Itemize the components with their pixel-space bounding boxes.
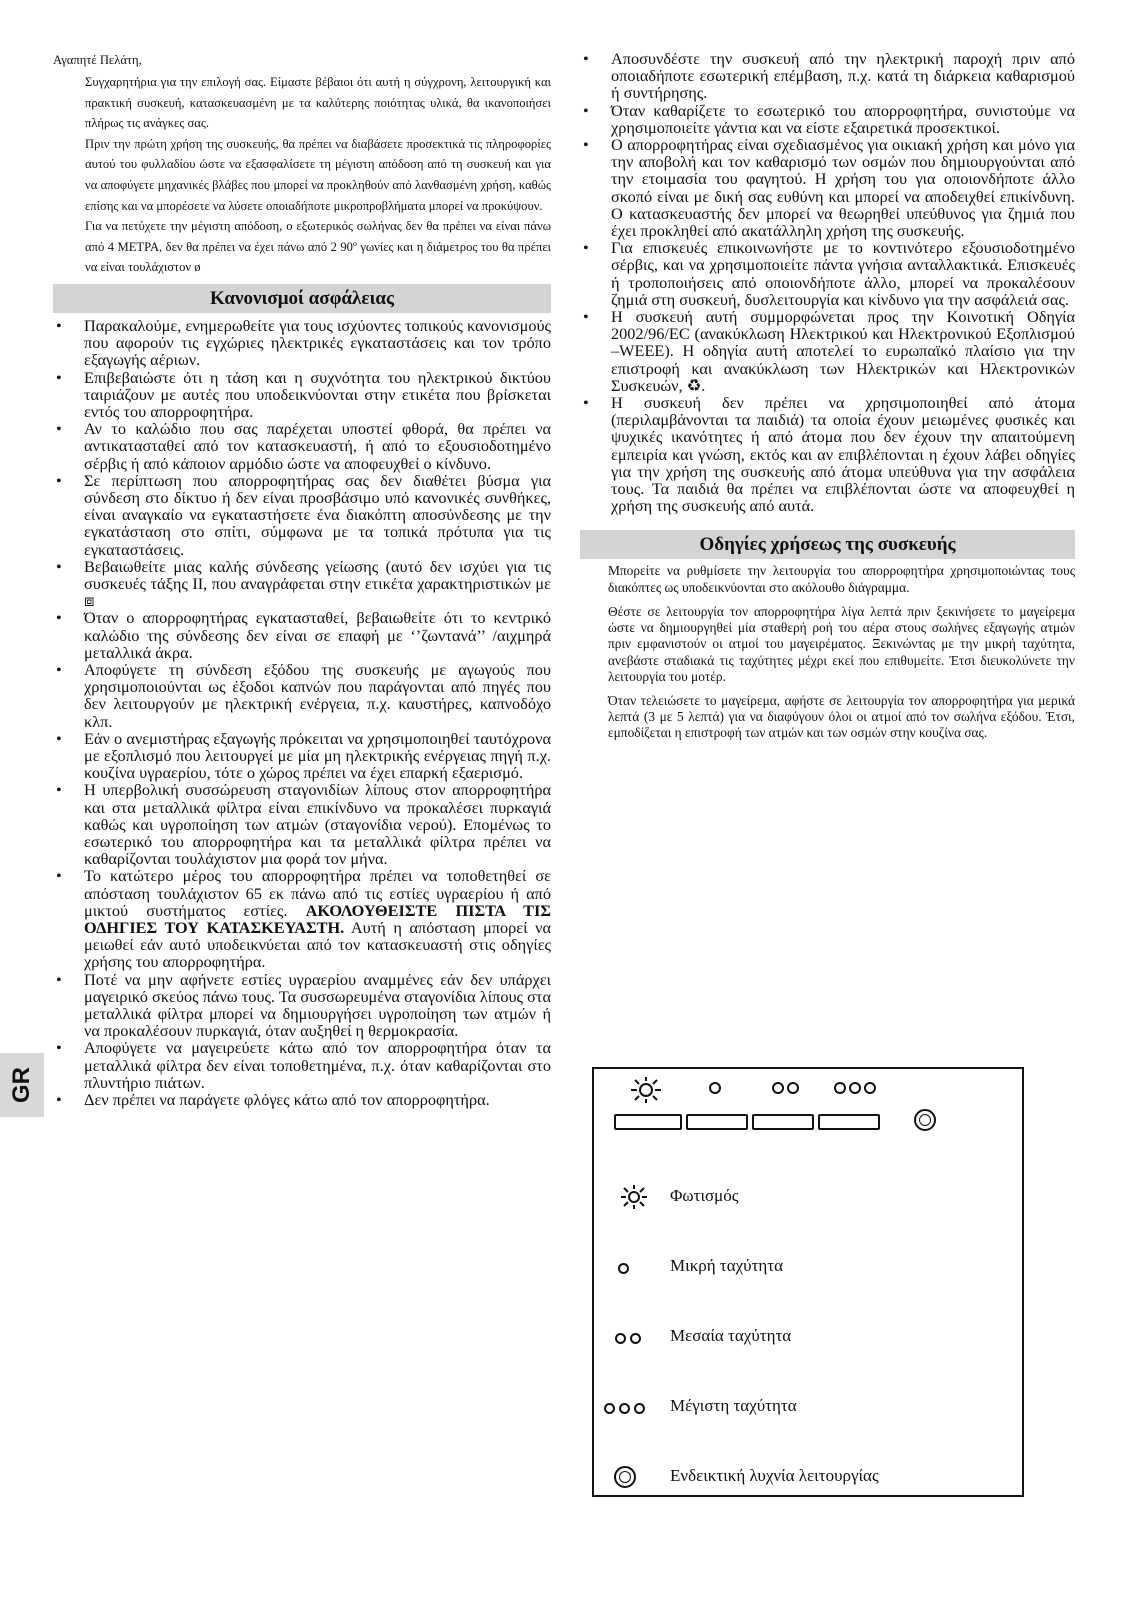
list-item: • Βεβαιωθείτε μιας καλής σύνδεσης γείωσης (αυτό δεν ισχύει για τις συσκευές τάξης ΙΙ, που αναγράφεται στην ετικέτα χαρακτηριστικών με ⧈ bbox=[56, 556, 551, 611]
intro-paragraph: Συγχαρητήρια για την επιλογή σας. Είμαστε βέβαιοι ότι αυτή η σύγχρονη, λειτουργική και πρακτική συσκευή, κατασκευασμένη με τα καλύτερης ποιότητας υλικά, θα ικανοποιήσει πλήρως τις ανάγκες σας. bbox=[85, 75, 551, 131]
bullet: • bbox=[583, 100, 589, 120]
list-item: • Η υπερβολική συσσώρευση σταγονιδίων λίπους στον απορροφητήρα και στα μεταλλικά φίλτρα είναι επικίνδυνο να προκαλέσει πυρκαγιά καθώς και υγροποίηση των ατμών (σταγονίδια νερού). Επομένως το εσωτερικό του απορροφητήρα και τα μεταλλικά φίλτρα πρέπει να καθαρίζονται τουλάχιστον μια φορά τον μήνα. bbox=[56, 780, 551, 869]
bullet: • bbox=[56, 367, 62, 387]
intro bbox=[53, 72, 551, 278]
bullet: • bbox=[56, 556, 62, 576]
safety-title: Κανονισμοί ασφάλειας bbox=[53, 284, 551, 313]
safety-list-left bbox=[53, 317, 551, 1108]
legend-row-speed-1 bbox=[594, 1252, 1022, 1282]
list-item: • Η συσκευή δεν πρέπει να χρησιμοποιηθεί από άτομα (περιλαμβάνονται τα παιδιά) τα οποία έχουν μειωμένες φυσικές και ψυχικές ικανότητες ή από άτομα που δεν έχουν την απαιτούμενη εμπειρία και γνώση, εκτός και αν επιβλέπονται η έχουν λάβει οδηγίες για την χρήση της συσκευής από άτομα υπεύθυνα για την ασφάλεια τους. Τα παιδιά θα πρέπει να επιβλέπονται ώστε να αποφευχθεί η χρήση της συσκευής από αυτά. bbox=[583, 393, 1075, 516]
list-item: • Όταν ο απορροφητήρας εγκατασταθεί, βεβαιωθείτε ότι το κεντρικό καλώδιο της σύνδεσης δεν είναι σε επαφή με ‘’ζωντανά’’ /αιχμηρά μεταλλικά άκρα. bbox=[56, 608, 551, 662]
list-item: • Αποφύγετε τη σύνδεση εξόδου της συσκευής με αγωγούς που χρησιμοποιούνται ως έξοδοι καπνών που παράγονται από πηγές που δεν λειτουργούν με ηλεκτρική ενέργεια, π.χ. καυστήρες, καπνοδόχο κλπ. bbox=[56, 660, 551, 731]
list-item: • Όταν καθαρίζετε το εσωτερικό του απορροφητήρα, συνιστούμε να χρησιμοποιείτε γάντια και να είστε εξαιρετικά προσεκτικοί. bbox=[583, 100, 1075, 137]
speed-3-icon bbox=[614, 1394, 654, 1420]
list-item: • Δεν πρέπει να παράγετε φλόγες κάτω από τον απορροφητήρα. bbox=[56, 1090, 490, 1110]
bullet: • bbox=[56, 1090, 62, 1110]
light-key[interactable] bbox=[614, 1114, 682, 1130]
bullet: • bbox=[56, 315, 62, 335]
list-item: • Ποτέ να μην αφήνετε εστίες υγραερίου αναμμένες εάν δεν υπάρχει μαγειρικό σκεύος πάνω τους. Τα συσσωρευμένα σταγονίδια λίπους στα μεταλλικά φίλτρα μπορεί να δημιουργήσει υγροποίηση των ατμών ή να προκαλέσουν πυρκαγιά, όταν αυξηθεί η θερμοκρασία. bbox=[56, 969, 551, 1041]
bullet: • bbox=[56, 470, 62, 490]
light-icon bbox=[614, 1184, 654, 1210]
bullet: • bbox=[56, 780, 62, 800]
list-item: • Ο απορροφητήρας είναι σχεδιασμένος για οικιακή χρήση και μόνο για την αποβολή και τον καθαρισμό των οσμών που δημιουργούνται από την ετοιμασία του φαγητού. Η χρήση του για οποιονδήποτε άλλο σκοπό είναι με δική σας ευθύνη και μπορεί να αποδειχθεί επικίνδυνη. Ο κατασκευαστής δεν μπορεί να θεωρηθεί υπεύθυνος για ζημιά που έχει προκληθεί από ακατάλληλη χρήση της συσκευής. bbox=[583, 135, 1075, 241]
bullet: • bbox=[583, 393, 589, 413]
bullet: • bbox=[56, 969, 62, 989]
speed-2-key[interactable] bbox=[752, 1114, 814, 1130]
usage-paragraph: Όταν τελειώσετε το μαγείρεμα, αφήστε σε λειτουργία τον απορροφητήρα για μερικά λεπτά (3 με 5 λεπτά) για να διαφύγουν όλοι οι ατμοί από τον σωλήνα εξόδου. Έτσι, εμποδίζεται η επιστροφή των ατμών και των οσμών στην κουζίνα σας. bbox=[608, 692, 1075, 741]
legend-row-speed-2 bbox=[594, 1322, 1022, 1352]
legend-label: Ενδεικτική λυχνία λειτουργίας bbox=[670, 1466, 879, 1485]
speed-1-key[interactable] bbox=[686, 1114, 748, 1130]
legend-label: Μικρή ταχύτητα bbox=[670, 1256, 784, 1275]
usage-title: Οδηγίες χρήσεως της συσκευής bbox=[580, 530, 1075, 559]
bullet: • bbox=[583, 49, 589, 68]
intro-paragraph: Πριν την πρώτη χρήση της συσκευής, θα πρέπει να διαβάσετε προσεκτικά τις πληροφορίες αυτού του φυλλαδίου ώστε να εξασφαλίσετε τη μέγιστη απόδοση από τη συσκευή και για να αποφύγετε μηχανικές βλάβες που μπορεί να προκληθούν από λανθασμένη χρήση, καθώς επίσης και να μπορέσετε να λύσετε οποιαδήποτε μικροπροβλήματα μπορεί να προκύψουν. bbox=[85, 136, 551, 213]
list-item: • Το κατώτερο μέρος του απορροφητήρα πρέπει να τοποθετηθεί σε απόσταση τουλάχιστον 65 εκ πάνω από τις εστίες υγραερίου ή από μικτού συστήματος εστίες. ΑΚΟΛΟΥΘΕΙΣΤΕ ΠΙΣΤΑ ΤΙΣ ΟΔΗΓΙΕΣ ΤΟΥ ΚΑΤΑΣΚΕΥΑΣΤΗ. Αυτή η απόσταση μπορεί να μειωθεί εάν αυτό υποδεικνύεται από τον κατασκευαστή στις οδηγίες χρήσης του απορροφητήρα. bbox=[56, 866, 551, 972]
legend-row-indicator bbox=[594, 1462, 1022, 1492]
intro-paragraph: Για να πετύχετε την μέγιστη απόδοση, ο εξωτερικός σωλήνας δεν θα πρέπει να είναι πάνω από 4 ΜΕΤΡΑ, δεν θα πρέπει να έχει πάνω από 2 90º γωνίες και η διάμετρος του θα πρέπει να είναι τουλάχιστον ø bbox=[85, 219, 551, 275]
list-item: • Σε περίπτωση που απορροφητήρας σας δεν διαθέτει βύσμα για σύνδεση στο δίκτυο ή δεν είναι προσβάσιμο υπό κανονικές συνθήκες, είναι αναγκαίο να εγκαταστήσετε ένα διακόπτη αποσύνδεσης με την εγκατάσταση στο σπίτι, σύμφωνα με τα τοπικά πρότυπα για τις εγκαταστάσεις. bbox=[56, 470, 551, 559]
light-icon bbox=[626, 1075, 666, 1105]
left-column bbox=[53, 50, 551, 1108]
speed-2-icon bbox=[614, 1324, 654, 1350]
legend-label: Φωτισμός bbox=[670, 1186, 739, 1205]
legend-label: Μεσαία ταχύτητα bbox=[670, 1326, 792, 1345]
list-item: • Αποσυνδέστε την συσκευή από την ηλεκτρική παροχή πριν από οποιαδήποτε εσωτερική επέμβαση, π.χ. κατά τη διάρκεια καθαρισμού ή συντήρησης. bbox=[583, 49, 1075, 103]
bullet: • bbox=[56, 660, 62, 679]
list-item: • Παρακαλούμε, ενημερωθείτε για τους ισχύοντες τοπικούς κανονισμούς που αφορούν τις εγχώριες ηλεκτρικές εγκαταστάσεις και τον τρόπο εξαγωγής αέριων. bbox=[56, 315, 551, 370]
usage-text bbox=[580, 563, 1075, 741]
indicator-lamp-icon bbox=[614, 1464, 654, 1490]
bullet: • bbox=[56, 1038, 62, 1058]
bullet: • bbox=[56, 608, 62, 628]
bullet: • bbox=[583, 307, 589, 327]
control-panel-diagram bbox=[592, 1067, 1024, 1497]
language-tab bbox=[0, 1053, 44, 1117]
speed-1-icon bbox=[614, 1254, 654, 1280]
legend-label: Μέγιστη ταχύτητα bbox=[670, 1396, 797, 1415]
bullet: • bbox=[56, 866, 62, 886]
bullet: • bbox=[583, 135, 589, 155]
warning-caps: ΑΚΟΛΟΥΘΕΙΣΤΕ ΠΙΣΤΑ ΤΙΣ ΟΔΗΓΙΕΣ ΤΟΥ ΚΑΤΑΣΚΕΥΑΣΤΗ. bbox=[84, 900, 551, 938]
bullet: • bbox=[56, 419, 62, 439]
bullet: • bbox=[583, 238, 589, 258]
list-item: • Εάν ο ανεμιστήρας εξαγωγής πρόκειται να χρησιμοποιηθεί ταυτόχρονα με εξοπλισμό που λειτουργεί με μία μη ηλεκτρικής ενέργειας πηγή π.χ. κουζίνα υγραερίου, τότε ο χώρος πρέπει να έχει επαρκή εξαερισμό. bbox=[56, 728, 551, 783]
usage-paragraph: Μπορείτε να ρυθμίσετε την λειτουργία του απορροφητήρα χρησιμοποιώντας τους διακόπτες ως υποδεικνύονται στο ακόλουθο διάγραμμα. bbox=[608, 563, 1075, 595]
greeting: Αγαπητέ Πελάτη, bbox=[53, 53, 142, 67]
list-item: • Επιβεβαιώστε ότι η τάση και η συχνότητα του ηλεκτρικού δικτύου ταιριάζουν με αυτές που υποδεικνύονται στην ετικέτα που βρίσκεται εντός του απορροφητήρα. bbox=[56, 367, 551, 421]
list-item: • Αν το καλώδιο που σας παρέχεται υποστεί φθορά, θα πρέπει να αντικατασταθεί από τον κατασκευαστή, ή από το εξουσιοδοτημένο σέρβις ή από κάποιον αρμόδιο ώστε να αποφευχθεί ο κίνδυνο. bbox=[56, 419, 551, 473]
list-item: • Η συσκευή αυτή συμμορφώνεται προς την Κοινοτική Οδηγία 2002/96/ΕC (ανακύκλωση Ηλεκτρικού και Ηλεκτρονικού Εξοπλισμού –WEEE). Η οδηγία αυτή αποτελεί το ευρωπαϊκό πλαίσιο για την επιστροφή και ανακύκλωση των Ηλεκτρικών και Ηλεκτρονικών Συσκευών, ♻. bbox=[583, 307, 1075, 395]
language-tab-label: GR bbox=[8, 1067, 35, 1103]
legend-row-light bbox=[594, 1182, 1022, 1212]
speed-3-key[interactable] bbox=[818, 1114, 880, 1130]
usage-paragraph: Θέστε σε λειτουργία τον απορροφητήρα λίγα λεπτά πριν ξεκινήσετε το μαγείρεμα ώστε να δημιουργηθεί μία σταθερή ροή του αέρα στους σωλήνες εξαγωγής ατμών πριν εμφανιστούν οι ατμοί του μαγειρέματος. Ξεκινώντας με την μικρή ταχύτητα, ανεβάστε σταδιακά τις ταχύτητες μέχρι εκεί που επιθυμείτε. Έτσι διευκολύνετε την λειτουργία του μοτέρ. bbox=[608, 603, 1075, 684]
safety-list-right bbox=[580, 50, 1075, 514]
list-item: • Αποφύγετε να μαγειρεύετε κάτω από τον απορροφητήρα όταν τα μεταλλικά φίλτρα δεν είναι τοποθετημένα, π.χ. όταν καθαρίζονται στο πλυντήριο πιάτων. bbox=[56, 1038, 551, 1092]
list-item: • Για επισκευές επικοινωνήστε με το κοντινότερο εξουσιοδοτημένο σέρβις, και να χρησιμοποιείτε πάντα γνήσια ανταλλακτικά. Επισκευές ή τροποποιήσεις από οποιονδήποτε άλλο, μπορεί να προκαλέσουν ζημιά στη συσκευή, δυσλειτουργία και κίνδυνο για την ασφάλειά σας. bbox=[583, 238, 1075, 309]
bullet: • bbox=[56, 728, 62, 748]
legend-row-speed-3 bbox=[594, 1392, 1022, 1422]
right-column bbox=[580, 50, 1075, 750]
